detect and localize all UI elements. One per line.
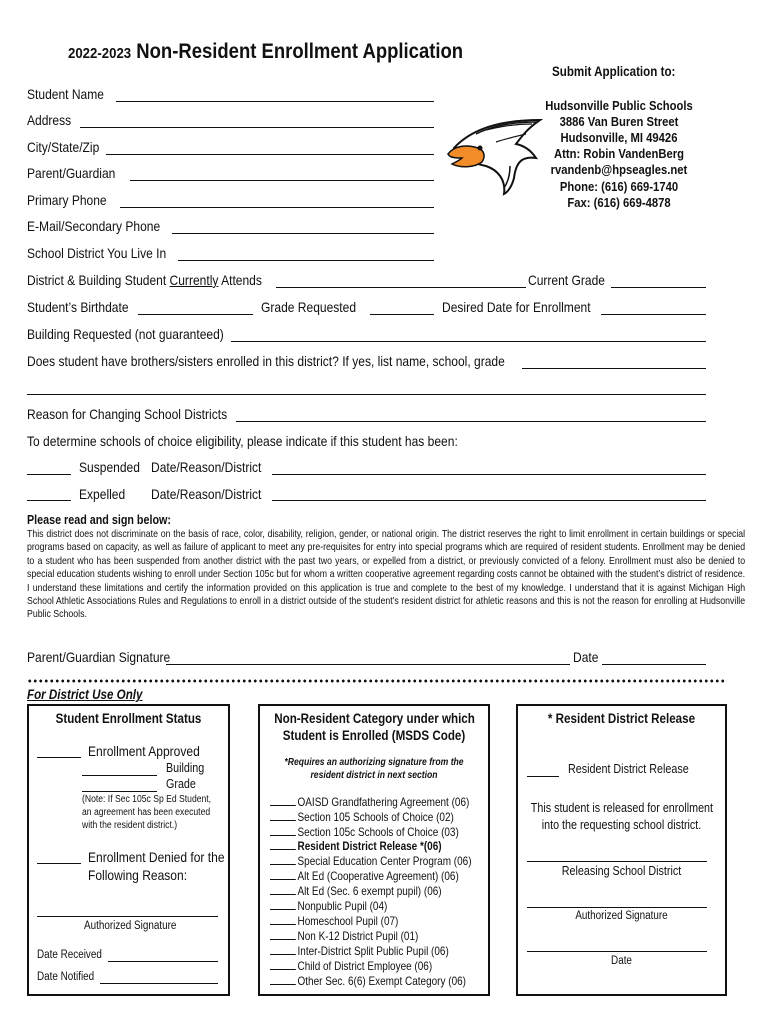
signature-date-field[interactable] bbox=[602, 664, 706, 665]
enrollment-denied-field[interactable] bbox=[37, 863, 81, 864]
category-item[interactable] bbox=[270, 870, 459, 883]
legal-notice: This district does not discriminate on the basis of race, color, disability, religion, gender, or national origin. The district reserves the right to limit enrollment in certain buildings or special programs based on capacity, as well as failure of applicant to meet any pre-requisites for entry into special programs which are required of resident students. Enrollment may be denied to a student who has been suspended from another district with the past two years, or expelled from a district, or previously convicted of a felony. Enrollment must also be denied to special education students wishing to enroll under Section 105c but for whom a written cooperative agreement regarding costs cannot be obtained with the student’s district of residence. I understand these limitations and certify the information provided on this application is true and complete to the best of my knowledge. I understand that it is against Michigan High School Athletic Associations Rules and Regulations to enroll in a district outside of the student’s resident district for athletic reasons and this is not the reason for enrolling at Hudsonville Public Schools. bbox=[27, 529, 746, 621]
category-item[interactable] bbox=[270, 930, 418, 943]
category-item-label: Homeschool Pupil (07) bbox=[297, 915, 399, 928]
suspended-check-field[interactable] bbox=[27, 474, 71, 475]
submit-line-school: Hudsonville Public Schools bbox=[545, 99, 693, 113]
submit-line-email[interactable]: rvandenb@hpseagles.net bbox=[550, 163, 688, 177]
released-text-2: into the requesting school district. bbox=[541, 818, 702, 832]
release-title: * Resident District Release bbox=[547, 711, 696, 726]
grade-label: Grade bbox=[166, 777, 196, 791]
suspended-date-reason-label: Date/Reason/District bbox=[151, 459, 262, 475]
sec105c-note-1: (Note: If Sec 105c Sp Ed Student, bbox=[82, 794, 212, 805]
grade-requested-field[interactable] bbox=[370, 314, 434, 315]
category-item[interactable] bbox=[270, 826, 459, 839]
submit-heading: Submit Application to: bbox=[552, 64, 676, 79]
suspended-label: Suspended bbox=[79, 459, 140, 475]
sign-heading: Please read and sign below: bbox=[27, 513, 171, 527]
status-auth-signature-label: Authorized Signature bbox=[84, 920, 177, 932]
email-phone-label: E-Mail/Secondary Phone bbox=[27, 218, 161, 234]
submit-line-phone: Phone: (616) 669-1740 bbox=[559, 180, 679, 194]
date-received-label: Date Received bbox=[37, 949, 102, 961]
category-note-1: *Requires an authorizing signature from the bbox=[284, 757, 464, 768]
category-item-blank[interactable] bbox=[270, 796, 296, 806]
submit-line-attn: Attn: Robin VandenBerg bbox=[553, 147, 684, 161]
category-item[interactable] bbox=[270, 855, 472, 868]
sec105c-note-2: an agreement has been executed bbox=[82, 807, 211, 818]
category-item-label: Special Education Center Program (06) bbox=[297, 855, 472, 868]
city-state-zip-label: City/State/Zip bbox=[27, 139, 100, 155]
building-field[interactable] bbox=[82, 775, 157, 776]
category-item-label: Resident District Release *(06) bbox=[297, 840, 442, 853]
desired-date-field[interactable] bbox=[601, 314, 706, 315]
current-grade-label: Current Grade bbox=[528, 272, 605, 288]
eagle-logo-icon bbox=[446, 118, 544, 196]
district-building-label bbox=[27, 272, 262, 288]
category-item-label: Non K-12 District Pupil (01) bbox=[297, 930, 419, 943]
enrollment-approved-label: Enrollment Approved bbox=[88, 743, 200, 759]
siblings-field[interactable] bbox=[522, 368, 706, 369]
email-phone-field[interactable] bbox=[172, 233, 434, 234]
district-building-post: Attends bbox=[218, 272, 262, 288]
released-text-1: This student is released for enrollment bbox=[530, 801, 714, 815]
category-item-blank[interactable] bbox=[270, 900, 296, 910]
category-item[interactable] bbox=[270, 945, 449, 958]
category-item-label: Section 105c Schools of Choice (03) bbox=[297, 826, 459, 839]
student-name-label: Student Name bbox=[27, 86, 104, 102]
category-title-1: Non-Resident Category under which bbox=[274, 711, 475, 726]
signature-date-label: Date bbox=[573, 649, 599, 665]
enrollment-status-title: Student Enrollment Status bbox=[55, 711, 202, 726]
building-label: Building bbox=[166, 761, 205, 775]
sec105c-note-3: with the resident district.) bbox=[82, 820, 178, 831]
category-item[interactable] bbox=[270, 915, 398, 928]
category-item-blank[interactable] bbox=[270, 945, 296, 955]
student-name-field[interactable] bbox=[116, 101, 434, 102]
release-auth-signature-field[interactable] bbox=[527, 907, 707, 908]
district-building-pre: District & Building Student bbox=[27, 272, 170, 288]
releasing-district-field[interactable] bbox=[527, 861, 707, 862]
category-item-blank[interactable] bbox=[270, 826, 296, 836]
expelled-details-field[interactable] bbox=[272, 500, 706, 501]
district-building-currently: Currently bbox=[169, 272, 219, 288]
desired-date-label: Desired Date for Enrollment bbox=[442, 299, 591, 315]
category-item[interactable] bbox=[270, 796, 469, 809]
category-item-label: Inter-District Split Public Pupil (06) bbox=[297, 945, 449, 958]
submit-line-street: 3886 Van Buren Street bbox=[559, 115, 679, 129]
category-item-label: Nonpublic Pupil (04) bbox=[297, 900, 388, 913]
grade-requested-label: Grade Requested bbox=[261, 299, 357, 315]
school-year: 2022-2023 bbox=[68, 45, 132, 62]
school-district-field[interactable] bbox=[178, 260, 434, 261]
category-item-blank[interactable] bbox=[270, 855, 296, 865]
release-auth-signature-label: Authorized Signature bbox=[575, 910, 668, 922]
submit-line-city: Hudsonville, MI 49426 bbox=[560, 131, 678, 145]
category-item-blank[interactable] bbox=[270, 960, 296, 970]
release-box bbox=[516, 704, 727, 996]
category-item[interactable] bbox=[270, 960, 432, 973]
submit-line-fax: Fax: (616) 669-4878 bbox=[567, 196, 671, 210]
category-item-blank[interactable] bbox=[270, 975, 296, 985]
releasing-district-label: Releasing School District bbox=[561, 864, 682, 878]
district-use-heading: For District Use Only bbox=[27, 687, 143, 702]
category-item-label: Section 105 Schools of Choice (02) bbox=[297, 811, 454, 824]
parent-guardian-label: Parent/Guardian bbox=[27, 165, 116, 181]
category-title-2: Student is Enrolled (MSDS Code) bbox=[282, 728, 466, 743]
birthdate-field[interactable] bbox=[138, 314, 253, 315]
eligibility-label: To determine schools of choice eligibility, please indicate if this student has been: bbox=[27, 433, 458, 449]
expelled-check-field[interactable] bbox=[27, 500, 71, 501]
primary-phone-label: Primary Phone bbox=[27, 192, 107, 208]
district-building-field[interactable] bbox=[276, 287, 526, 288]
category-item-label: Other Sec. 6(6) Exempt Category (06) bbox=[297, 975, 466, 988]
building-requested-field[interactable] bbox=[231, 341, 706, 342]
reason-label: Reason for Changing School Districts bbox=[27, 406, 228, 422]
signature-field[interactable] bbox=[166, 664, 570, 665]
address-field[interactable] bbox=[80, 127, 434, 128]
siblings-label: Does student have brothers/sisters enrolled in this district? If yes, list name, school, grade bbox=[27, 353, 505, 369]
category-item-label: Child of District Employee (06) bbox=[297, 960, 433, 973]
release-date-label: Date bbox=[611, 955, 632, 967]
expelled-label: Expelled bbox=[79, 486, 126, 502]
address-label: Address bbox=[27, 112, 72, 128]
category-item[interactable] bbox=[270, 885, 442, 898]
school-district-label: School District You Live In bbox=[27, 245, 167, 261]
siblings-field-line-2[interactable] bbox=[27, 394, 706, 395]
category-item-blank[interactable] bbox=[270, 870, 296, 880]
parent-guardian-field[interactable] bbox=[130, 180, 434, 181]
category-item[interactable] bbox=[270, 840, 442, 853]
category-item[interactable] bbox=[270, 900, 387, 913]
enrollment-approved-field[interactable] bbox=[37, 757, 81, 758]
status-auth-signature-field[interactable] bbox=[37, 916, 218, 917]
release-label: Resident District Release bbox=[568, 762, 689, 776]
category-item[interactable] bbox=[270, 811, 454, 824]
category-item-label: Alt Ed (Cooperative Agreement) (06) bbox=[297, 870, 459, 883]
reason-field[interactable] bbox=[236, 421, 706, 422]
date-notified-field[interactable] bbox=[100, 983, 218, 984]
form-title: Non-Resident Enrollment Application bbox=[136, 40, 464, 63]
primary-phone-field[interactable] bbox=[120, 207, 434, 208]
enrollment-denied-label-1: Enrollment Denied for the bbox=[88, 849, 225, 865]
birthdate-label: Student’s Birthdate bbox=[27, 299, 129, 315]
grade-field[interactable] bbox=[82, 791, 157, 792]
category-item-blank[interactable] bbox=[270, 840, 296, 850]
release-date-field[interactable] bbox=[527, 951, 707, 952]
date-notified-label: Date Notified bbox=[37, 971, 95, 983]
category-item-label: OAISD Grandfathering Agreement (06) bbox=[297, 796, 470, 809]
category-item-label: Alt Ed (Sec. 6 exempt pupil) (06) bbox=[297, 885, 442, 898]
category-item-blank[interactable] bbox=[270, 930, 296, 940]
suspended-details-field[interactable] bbox=[272, 474, 706, 475]
category-item[interactable] bbox=[270, 975, 466, 988]
expelled-date-reason-label: Date/Reason/District bbox=[151, 486, 262, 502]
page-title bbox=[68, 40, 463, 64]
signature-label: Parent/Guardian Signature bbox=[27, 649, 171, 665]
category-item-blank[interactable] bbox=[270, 885, 296, 895]
current-grade-field[interactable] bbox=[611, 287, 706, 288]
category-item-blank[interactable] bbox=[270, 811, 296, 821]
release-check-field[interactable] bbox=[527, 776, 559, 777]
category-item-blank[interactable] bbox=[270, 915, 296, 925]
category-note-2: resident district in next section bbox=[310, 770, 438, 781]
dotted-divider bbox=[27, 679, 727, 683]
building-requested-label: Building Requested (not guaranteed) bbox=[27, 326, 224, 342]
date-received-field[interactable] bbox=[108, 961, 218, 962]
city-state-zip-field[interactable] bbox=[106, 154, 434, 155]
enrollment-denied-label-2: Following Reason: bbox=[88, 867, 188, 883]
